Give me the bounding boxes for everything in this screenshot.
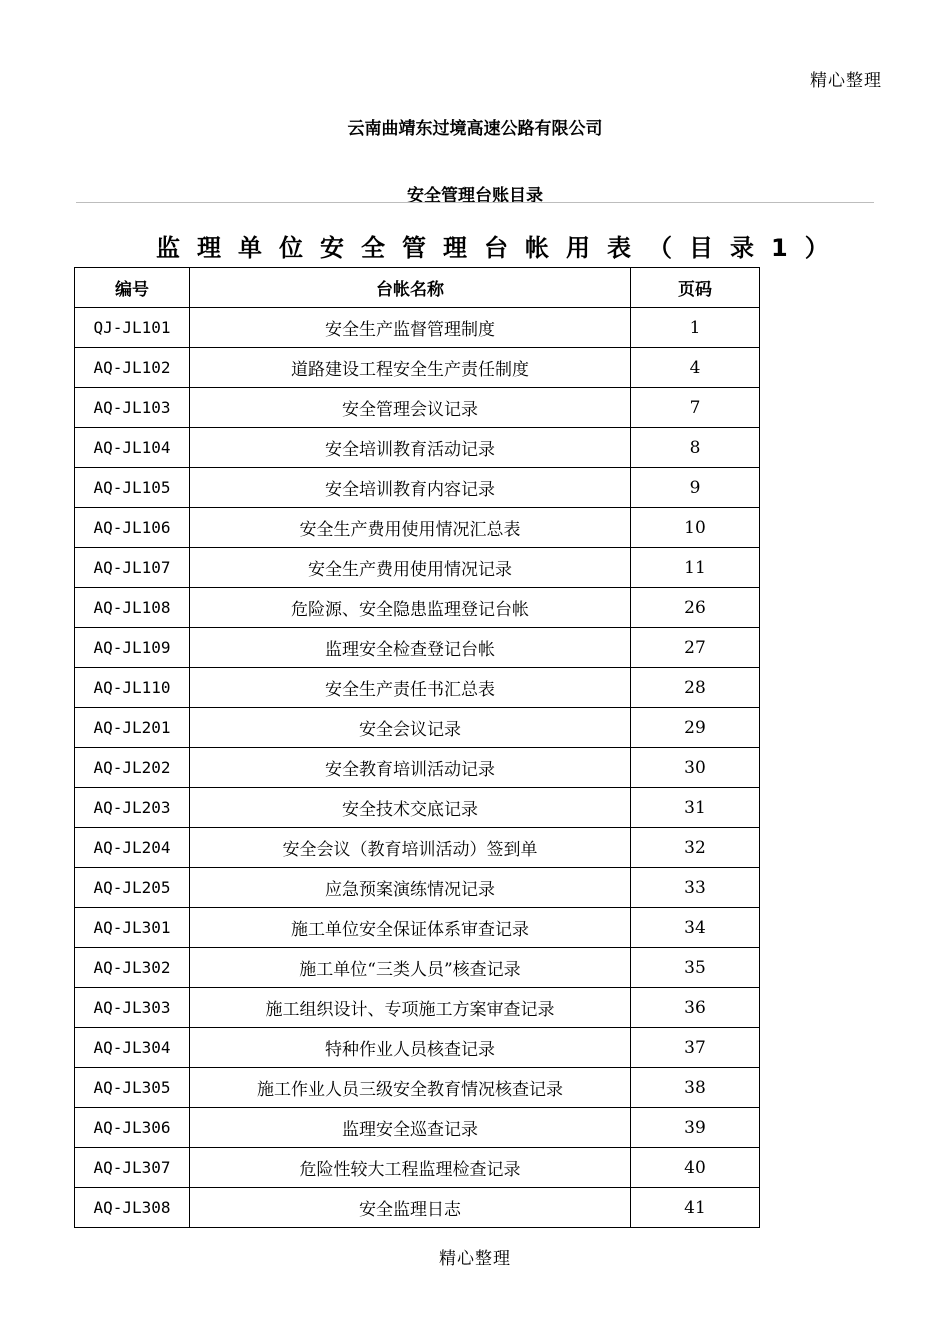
cell-page-number: 1: [631, 308, 760, 348]
table-row: [75, 468, 760, 508]
cell-ledger-name: 危险源、安全隐患监理登记台帐: [190, 588, 631, 628]
cell-code: AQ-JL204: [75, 828, 190, 868]
cell-ledger-name: 安全培训教育活动记录: [190, 428, 631, 468]
cell-ledger-name: 施工单位“三类人员”核查记录: [190, 948, 631, 988]
cell-ledger-name: 安全监理日志: [190, 1188, 631, 1228]
cell-code: QJ-JL101: [75, 308, 190, 348]
cell-code: AQ-JL103: [75, 388, 190, 428]
cell-page-number: 39: [631, 1108, 760, 1148]
cell-page-number: 4: [631, 348, 760, 388]
table-row: [75, 1028, 760, 1068]
table-title: 监理单位安全管理台帐用表（目录1）: [156, 234, 846, 262]
cell-code: AQ-JL303: [75, 988, 190, 1028]
document-subtitle: 安全管理台账目录: [407, 186, 543, 206]
table-row: [75, 908, 760, 948]
cell-ledger-name: 道路建设工程安全生产责任制度: [190, 348, 631, 388]
table-row: [75, 1188, 760, 1228]
table-row: [75, 668, 760, 708]
ledger-index-table: [74, 267, 760, 1228]
cell-code: AQ-JL306: [75, 1108, 190, 1148]
table-row: [75, 828, 760, 868]
cell-page-number: 30: [631, 748, 760, 788]
cell-page-number: 9: [631, 468, 760, 508]
cell-page-number: 34: [631, 908, 760, 948]
cell-page-number: 35: [631, 948, 760, 988]
table-row: [75, 708, 760, 748]
cell-ledger-name: 安全培训教育内容记录: [190, 468, 631, 508]
cell-code: AQ-JL302: [75, 948, 190, 988]
cell-code: AQ-JL105: [75, 468, 190, 508]
cell-ledger-name: 施工单位安全保证体系审查记录: [190, 908, 631, 948]
table-row: [75, 588, 760, 628]
cell-page-number: 40: [631, 1148, 760, 1188]
cell-page-number: 32: [631, 828, 760, 868]
cell-code: AQ-JL301: [75, 908, 190, 948]
cell-code: AQ-JL205: [75, 868, 190, 908]
cell-ledger-name: 安全生产责任书汇总表: [190, 668, 631, 708]
table-row: [75, 548, 760, 588]
header-ledger-name: 台帐名称: [190, 268, 631, 308]
cell-ledger-name: 施工作业人员三级安全教育情况核查记录: [190, 1068, 631, 1108]
cell-ledger-name: 安全生产费用使用情况汇总表: [190, 508, 631, 548]
header-code: 编号: [75, 268, 190, 308]
cell-page-number: 28: [631, 668, 760, 708]
cell-code: AQ-JL110: [75, 668, 190, 708]
cell-code: AQ-JL305: [75, 1068, 190, 1108]
table-row: [75, 388, 760, 428]
company-name: 云南曲靖东过境高速公路有限公司: [347, 119, 603, 139]
cell-code: AQ-JL201: [75, 708, 190, 748]
cell-ledger-name: 安全教育培训活动记录: [190, 748, 631, 788]
table-header-row: [75, 268, 760, 308]
cell-page-number: 10: [631, 508, 760, 548]
table-body: [75, 308, 760, 1228]
cell-ledger-name: 安全管理会议记录: [190, 388, 631, 428]
table-row: [75, 788, 760, 828]
cell-ledger-name: 危险性较大工程监理检查记录: [190, 1148, 631, 1188]
cell-page-number: 37: [631, 1028, 760, 1068]
cell-ledger-name: 监理安全检查登记台帐: [190, 628, 631, 668]
cell-ledger-name: 安全会议（教育培训活动）签到单: [190, 828, 631, 868]
table-row: [75, 1108, 760, 1148]
table-row: [75, 348, 760, 388]
cell-code: AQ-JL102: [75, 348, 190, 388]
cell-code: AQ-JL108: [75, 588, 190, 628]
cell-page-number: 11: [631, 548, 760, 588]
cell-ledger-name: 安全生产费用使用情况记录: [190, 548, 631, 588]
cell-code: AQ-JL307: [75, 1148, 190, 1188]
cell-page-number: 31: [631, 788, 760, 828]
cell-code: AQ-JL202: [75, 748, 190, 788]
table-row: [75, 748, 760, 788]
cell-ledger-name: 监理安全巡查记录: [190, 1108, 631, 1148]
footer-note: 精心整理: [439, 1249, 511, 1269]
header-note: 精心整理: [810, 71, 882, 91]
cell-page-number: 7: [631, 388, 760, 428]
cell-ledger-name: 安全技术交底记录: [190, 788, 631, 828]
cell-code: AQ-JL109: [75, 628, 190, 668]
header-page-number: 页码: [631, 268, 760, 308]
table-row: [75, 508, 760, 548]
cell-ledger-name: 特种作业人员核查记录: [190, 1028, 631, 1068]
cell-page-number: 33: [631, 868, 760, 908]
cell-ledger-name: 应急预案演练情况记录: [190, 868, 631, 908]
cell-page-number: 26: [631, 588, 760, 628]
cell-page-number: 8: [631, 428, 760, 468]
cell-code: AQ-JL107: [75, 548, 190, 588]
cell-ledger-name: 安全会议记录: [190, 708, 631, 748]
table-row: [75, 628, 760, 668]
cell-code: AQ-JL104: [75, 428, 190, 468]
table-row: [75, 868, 760, 908]
cell-code: AQ-JL308: [75, 1188, 190, 1228]
cell-code: AQ-JL106: [75, 508, 190, 548]
cell-ledger-name: 施工组织设计、专项施工方案审查记录: [190, 988, 631, 1028]
table-row: [75, 1068, 760, 1108]
cell-page-number: 27: [631, 628, 760, 668]
table-row: [75, 1148, 760, 1188]
cell-code: AQ-JL304: [75, 1028, 190, 1068]
table-row: [75, 308, 760, 348]
cell-page-number: 36: [631, 988, 760, 1028]
divider: [76, 202, 874, 203]
table-row: [75, 988, 760, 1028]
cell-page-number: 41: [631, 1188, 760, 1228]
table-row: [75, 428, 760, 468]
cell-page-number: 29: [631, 708, 760, 748]
cell-page-number: 38: [631, 1068, 760, 1108]
cell-code: AQ-JL203: [75, 788, 190, 828]
table-row: [75, 948, 760, 988]
cell-ledger-name: 安全生产监督管理制度: [190, 308, 631, 348]
